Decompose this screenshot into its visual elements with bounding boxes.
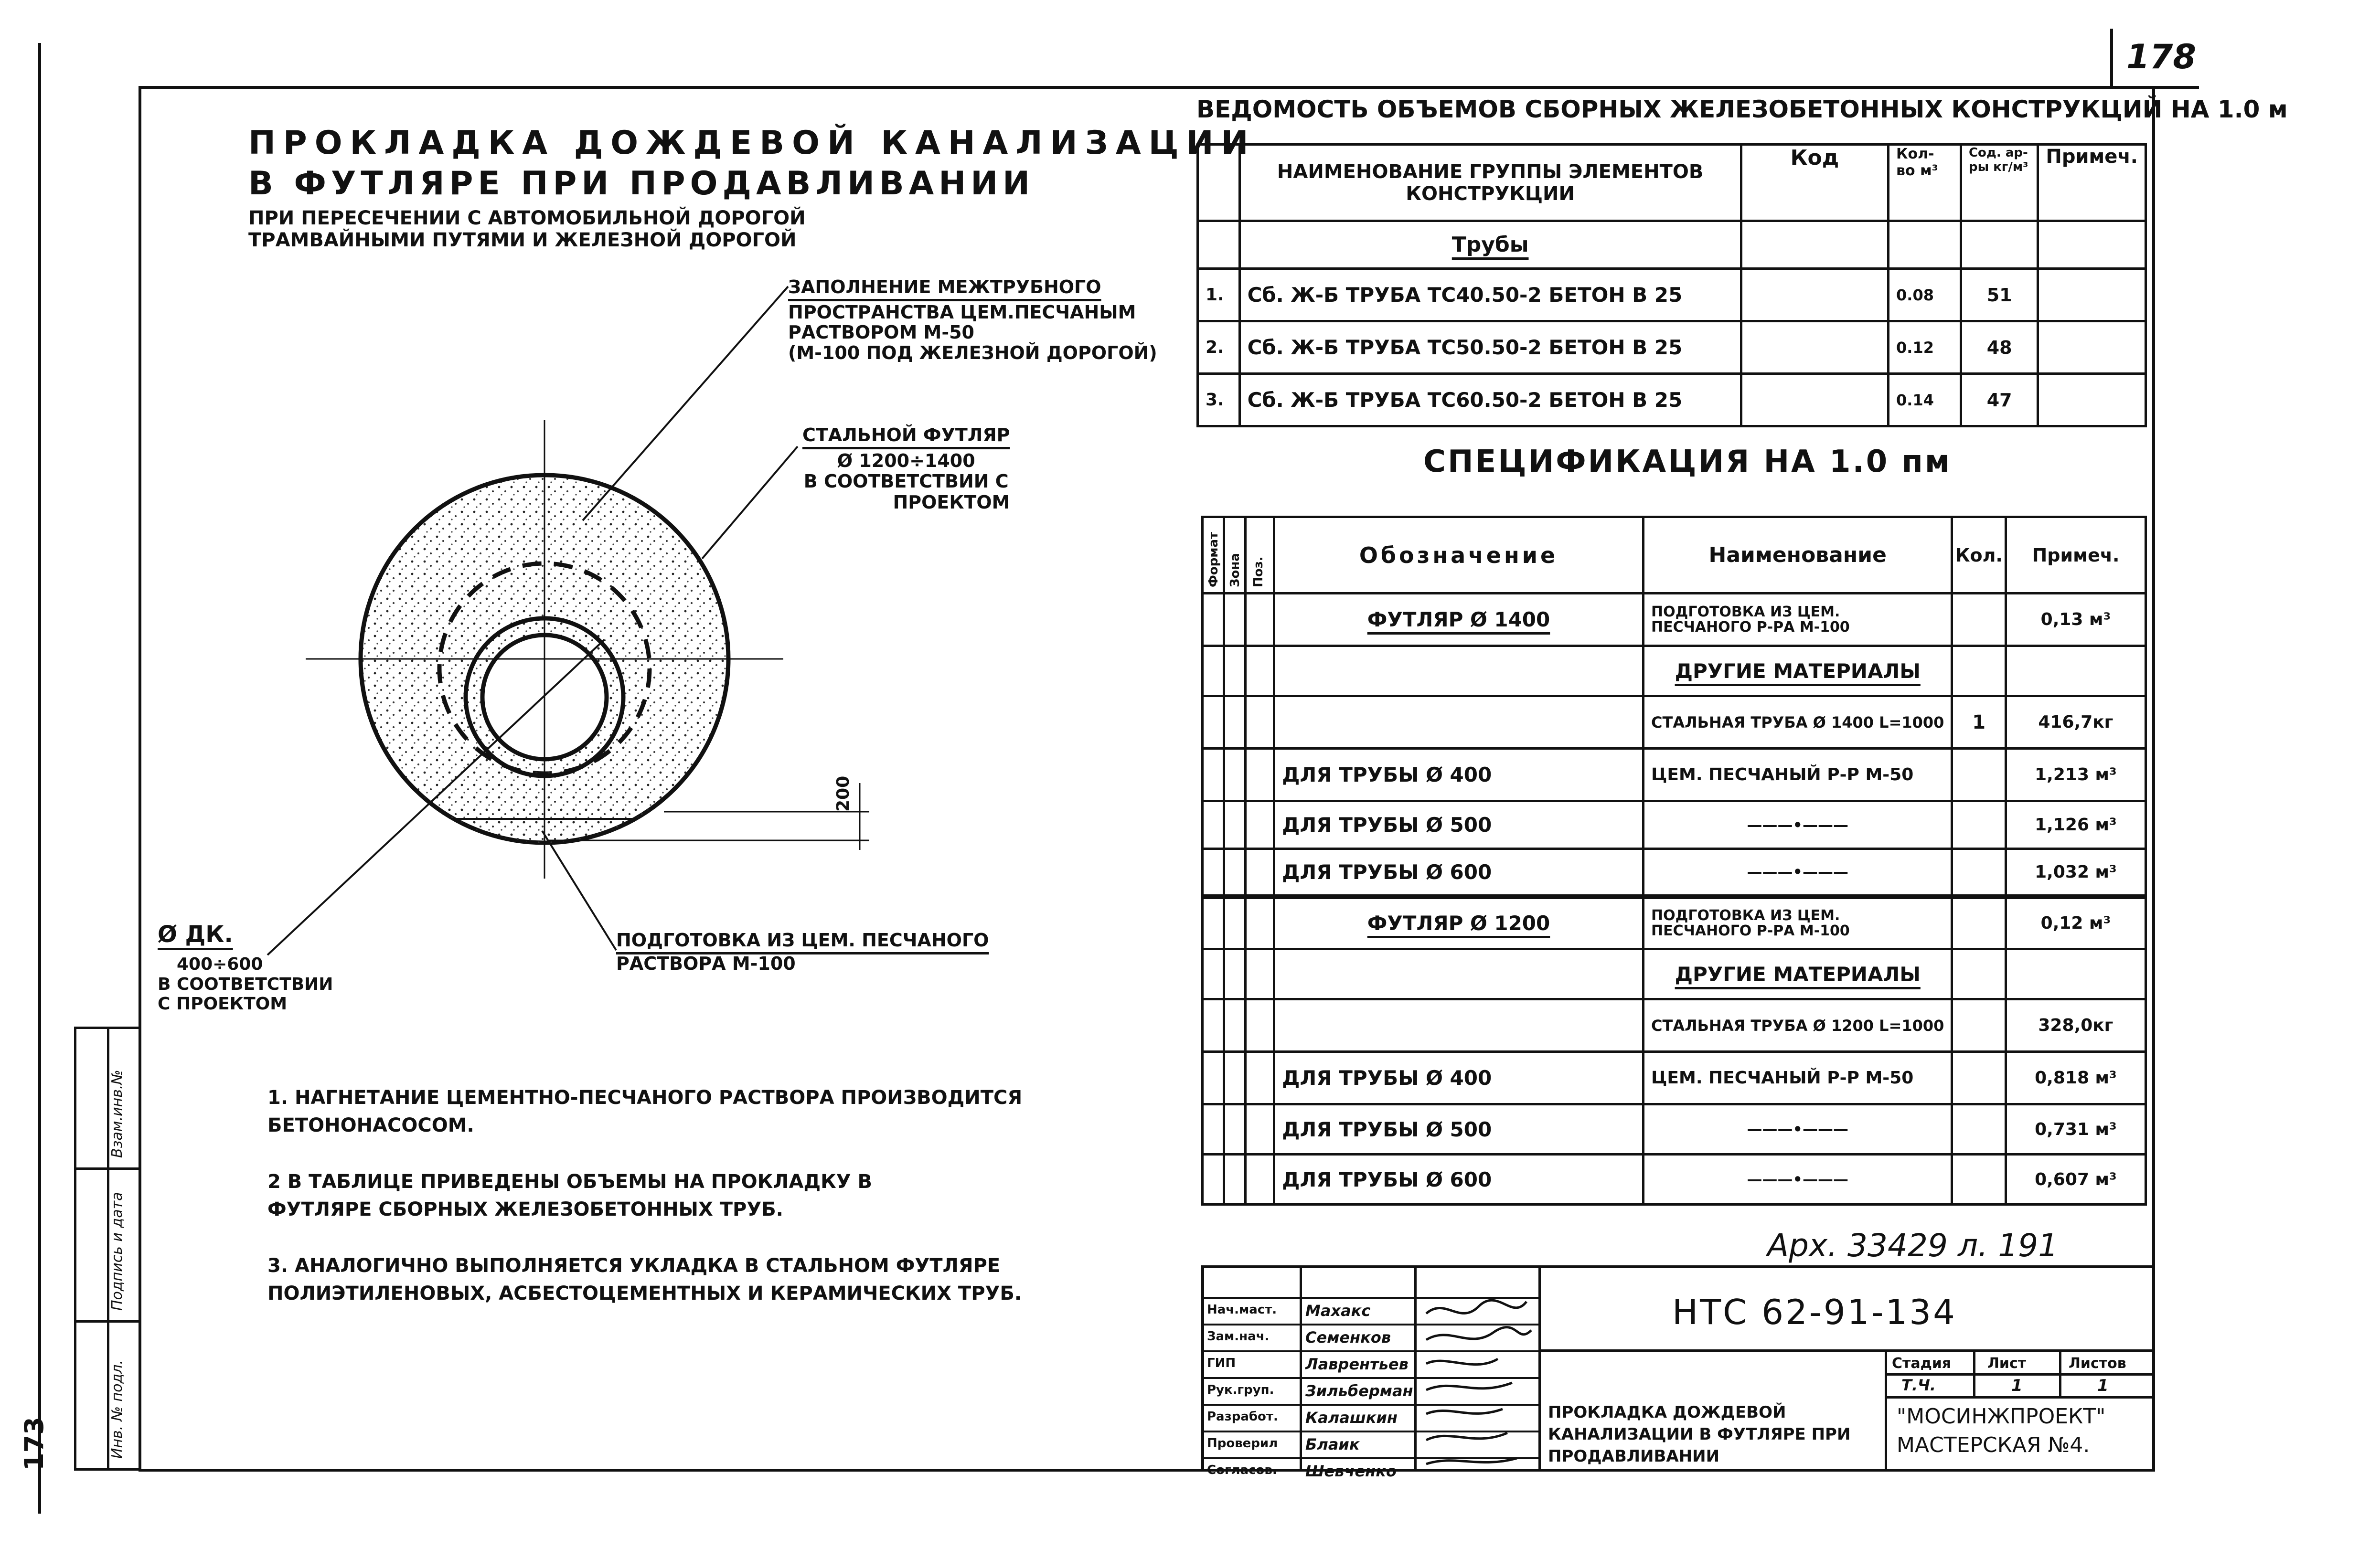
spec-row-note: 1,126 м³ bbox=[2006, 801, 2145, 849]
spec-row-name: СТАЛЬНАЯ ТРУБА Ø 1200 L=1000 bbox=[1644, 999, 1952, 1052]
spec-row-note: 0,12 м³ bbox=[2006, 897, 2145, 949]
spec-row-designation: ФУТЛЯР Ø 1400 bbox=[1367, 608, 1550, 631]
spec-row-designation: ДЛЯ ТРУБЫ Ø 600 bbox=[1274, 1155, 1644, 1205]
volume-row-name: Сб. Ж-Б ТРУБА ТС40.50-2 БЕТОН В 25 bbox=[1239, 269, 1741, 321]
spec-row-note: 0,13 м³ bbox=[2006, 594, 2145, 646]
steel-callout bbox=[802, 425, 1010, 513]
spec-row-name: ДРУГИЕ МАТЕРИАЛЫ bbox=[1675, 962, 1921, 986]
volume-header-qty: Кол-во м³ bbox=[1889, 145, 1961, 221]
volume-group-label: Трубы bbox=[1451, 233, 1529, 257]
sheet-label: Лист bbox=[1987, 1355, 2027, 1372]
spec-table bbox=[1201, 516, 2147, 1206]
volume-row-name: Сб. Ж-Б ТРУБА ТС60.50-2 БЕТОН В 25 bbox=[1239, 374, 1741, 426]
dk-callout-3: В СООТВЕТСТВИИ bbox=[158, 974, 333, 994]
side-stamp bbox=[74, 1027, 141, 1471]
role-name: Шевченко bbox=[1305, 1462, 1397, 1480]
spec-row-name: ———•——— bbox=[1644, 1104, 1952, 1155]
spec-row-designation: ДЛЯ ТРУБЫ Ø 400 bbox=[1274, 749, 1644, 801]
volume-row-qty: 0.12 bbox=[1889, 321, 1961, 374]
fill-callout-4: (М-100 ПОД ЖЕЛЕЗНОЙ ДОРОГОЙ) bbox=[788, 342, 1157, 363]
page-number: 178 bbox=[2126, 37, 2197, 76]
role-name: Зильберман bbox=[1305, 1382, 1413, 1400]
title-line-2: В ФУТЛЯРЕ ПРИ ПРОДАВЛИВАНИИ bbox=[248, 165, 1035, 202]
note-3b: ПОЛИЭТИЛЕНОВЫХ, АСБЕСТОЦЕМЕНТНЫХ И КЕРАМИЧЕСКИХ ТРУБ. bbox=[267, 1283, 1022, 1304]
note-2b: ФУТЛЯРЕ СБОРНЫХ ЖЕЛЕЗОБЕТОННЫХ ТРУБ. bbox=[267, 1198, 783, 1220]
base-callout-1: ПОДГОТОВКА ИЗ ЦЕМ. ПЕСЧАНОГО bbox=[616, 930, 989, 951]
left-margin-line bbox=[38, 43, 41, 1514]
page-number-box bbox=[2110, 29, 2199, 89]
spec-header-pos: Поз. bbox=[1246, 517, 1274, 594]
volume-table-title: ВЕДОМОСТЬ ОБЪЕМОВ СБОРНЫХ ЖЕЛЕЗОБЕТОННЫХ КОНСТРУКЦИЙ НА 1.0 м bbox=[1196, 95, 2288, 123]
dk-callout-4: С ПРОЕКТОМ bbox=[158, 994, 288, 1014]
side-stamp-replace: Взам.инв.№ bbox=[109, 1070, 126, 1158]
volume-row-steel: 47 bbox=[1961, 374, 2038, 426]
doc-code: НТС 62-91-134 bbox=[1672, 1292, 1957, 1332]
volume-row-qty: 0.08 bbox=[1889, 269, 1961, 321]
volume-row-steel: 48 bbox=[1961, 321, 2038, 374]
role-name: Махакс bbox=[1305, 1302, 1371, 1320]
volume-row-number: 2. bbox=[1198, 321, 1240, 374]
spec-header-note: Примеч. bbox=[2006, 517, 2145, 594]
spec-row-name: ———•——— bbox=[1644, 1155, 1952, 1205]
archive-number: Арх. 33429 л. 191 bbox=[1767, 1227, 2059, 1264]
spec-row-name: СТАЛЬНАЯ ТРУБА Ø 1400 L=1000 bbox=[1644, 696, 1952, 749]
volume-row-number: 3. bbox=[1198, 374, 1240, 426]
spec-row-name: ЦЕМ. ПЕСЧАНЫЙ Р-Р М-50 bbox=[1644, 749, 1952, 801]
dk-callout-2: 400÷600 bbox=[177, 954, 263, 975]
role-label: Зам.нач. bbox=[1207, 1329, 1270, 1344]
volume-header-name: НАИМЕНОВАНИЕ ГРУППЫ ЭЛЕМЕНТОВ КОНСТРУКЦИИ bbox=[1239, 145, 1741, 221]
fill-callout-3: РАСТВОРОМ М-50 bbox=[788, 322, 975, 343]
base-callout bbox=[616, 929, 989, 976]
side-stamp-inv: Инв. № подл. bbox=[109, 1360, 126, 1459]
dk-callout bbox=[158, 922, 333, 1014]
role-label: Согласов. bbox=[1207, 1463, 1277, 1477]
spec-row-qty bbox=[1952, 897, 2006, 949]
spec-row-note: 1,032 м³ bbox=[2006, 849, 2145, 897]
role-label: Разработ. bbox=[1207, 1410, 1278, 1424]
sheets-value: 1 bbox=[2097, 1376, 2109, 1395]
title-block bbox=[1201, 1265, 2152, 1480]
note-1b: БЕТОНОНАСОСОМ. bbox=[267, 1114, 474, 1136]
spec-row-note: 328,0кг bbox=[2006, 999, 2145, 1052]
spec-row-qty: 1 bbox=[1952, 696, 2006, 749]
spec-row-name: ПОДГОТОВКА ИЗ ЦЕМ. ПЕСЧАНОГО Р-РА М-100 bbox=[1644, 594, 1952, 646]
steel-callout-1: СТАЛЬНОЙ ФУТЛЯР bbox=[802, 424, 1010, 445]
spec-row-designation: ДЛЯ ТРУБЫ Ø 400 bbox=[1274, 1052, 1644, 1104]
volume-table bbox=[1196, 143, 2147, 427]
organization-2: МАСТЕРСКАЯ №4. bbox=[1897, 1433, 2090, 1457]
spec-row-name: ПОДГОТОВКА ИЗ ЦЕМ. ПЕСЧАНОГО Р-РА М-100 bbox=[1644, 897, 1952, 949]
spec-row-designation: ДЛЯ ТРУБЫ Ø 500 bbox=[1274, 801, 1644, 849]
volume-row-qty: 0.14 bbox=[1889, 374, 1961, 426]
spec-row-note: 416,7кг bbox=[2006, 696, 2145, 749]
dk-callout-1: Ø ДК. bbox=[158, 921, 233, 948]
side-stamp-sign: Подпись и дата bbox=[109, 1192, 126, 1311]
spec-header-format: Формат bbox=[1203, 517, 1224, 594]
notes bbox=[267, 1084, 1022, 1307]
title-line-1: ПРОКЛАДКА ДОЖДЕВОЙ КАНАЛИЗАЦИИ bbox=[248, 124, 1256, 162]
title-line-4: ТРАМВАЙНЫМИ ПУТЯМИ И ЖЕЛЕЗНОЙ ДОРОГОЙ bbox=[248, 229, 797, 251]
stage-label: Стадия bbox=[1892, 1355, 1952, 1372]
spec-row-note: 0,731 м³ bbox=[2006, 1104, 2145, 1155]
volume-header-steel: Сод. ар-ры кг/м³ bbox=[1961, 145, 2038, 221]
fill-callout-2: ПРОСТРАНСТВА ЦЕМ.ПЕСЧАНЫМ bbox=[788, 301, 1136, 323]
spec-row-note: 0,818 м³ bbox=[2006, 1052, 2145, 1104]
spec-row-qty bbox=[1952, 594, 2006, 646]
role-name: Блаик bbox=[1305, 1435, 1360, 1453]
volume-row-name: Сб. Ж-Б ТРУБА ТС50.50-2 БЕТОН В 25 bbox=[1239, 321, 1741, 374]
volume-row-steel: 51 bbox=[1961, 269, 2038, 321]
spec-header-designation: Обозначение bbox=[1274, 517, 1644, 594]
spec-row-note: 0,607 м³ bbox=[2006, 1155, 2145, 1205]
sheet-value: 1 bbox=[2011, 1376, 2023, 1395]
side-number: 173 bbox=[19, 1417, 49, 1471]
spec-row-note: 1,213 м³ bbox=[2006, 749, 2145, 801]
spec-row-designation: ФУТЛЯР Ø 1200 bbox=[1367, 912, 1550, 935]
spec-header-name: Наименование bbox=[1644, 517, 1952, 594]
role-label: Проверил bbox=[1207, 1436, 1278, 1451]
role-label: ГИП bbox=[1207, 1356, 1236, 1370]
steel-callout-4: ПРОЕКТОМ bbox=[893, 492, 1010, 513]
role-name: Калашкин bbox=[1305, 1409, 1398, 1427]
role-label: Нач.маст. bbox=[1207, 1303, 1277, 1317]
signatures bbox=[1417, 1268, 1541, 1469]
drawing-title bbox=[248, 124, 1256, 251]
note-1a: 1. НАГНЕТАНИЕ ЦЕМЕНТНО-ПЕСЧАНОГО РАСТВОРА ПРОИЗВОДИТСЯ bbox=[267, 1087, 1023, 1109]
volume-row-number: 1. bbox=[1198, 269, 1240, 321]
sheets-label: Листов bbox=[2069, 1355, 2126, 1372]
steel-callout-3: В СООТВЕТСТВИИ С bbox=[803, 471, 1009, 492]
steel-callout-2: Ø 1200÷1400 bbox=[837, 450, 975, 471]
spec-row-name: ЦЕМ. ПЕСЧАНЫЙ Р-Р М-50 bbox=[1644, 1052, 1952, 1104]
dimension-200: 200 bbox=[833, 775, 853, 812]
note-2a: 2 В ТАБЛИЦЕ ПРИВЕДЕНЫ ОБЪЕМЫ НА ПРОКЛАДКУ В bbox=[267, 1171, 873, 1193]
spec-row-name: ДРУГИЕ МАТЕРИАЛЫ bbox=[1675, 659, 1921, 683]
base-callout-2: РАСТВОРА М-100 bbox=[616, 953, 796, 975]
fill-callout-1: ЗАПОЛНЕНИЕ МЕЖТРУБНОГО bbox=[788, 276, 1101, 297]
stage-value: Т.Ч. bbox=[1901, 1376, 1936, 1394]
role-name: Лаврентьев bbox=[1305, 1355, 1409, 1373]
spec-header-qty: Кол. bbox=[1952, 517, 2006, 594]
volume-header-note: Примеч. bbox=[2038, 145, 2146, 221]
spec-row-designation: ДЛЯ ТРУБЫ Ø 600 bbox=[1274, 849, 1644, 897]
role-name: Семенков bbox=[1305, 1328, 1391, 1347]
fill-callout bbox=[788, 277, 1157, 363]
volume-header-code: Код bbox=[1741, 145, 1888, 221]
spec-row-name: ———•——— bbox=[1644, 849, 1952, 897]
spec-row-name: ———•——— bbox=[1644, 801, 1952, 849]
organization-1: "МОСИНЖПРОЕКТ" bbox=[1897, 1404, 2106, 1429]
spec-row-qty bbox=[1952, 999, 2006, 1052]
role-label: Рук.груп. bbox=[1207, 1383, 1274, 1397]
spec-row-designation: ДЛЯ ТРУБЫ Ø 500 bbox=[1274, 1104, 1644, 1155]
drawing-description: ПРОКЛАДКА ДОЖДЕВОЙ КАНАЛИЗАЦИИ В ФУТЛЯРЕ ПРИ ПРОДАВЛИВАНИИ bbox=[1548, 1403, 1851, 1466]
spec-table-title: СПЕЦИФИКАЦИЯ НА 1.0 пм bbox=[1423, 444, 1952, 479]
spec-header-zone: Зона bbox=[1224, 517, 1246, 594]
title-line-3: ПРИ ПЕРЕСЕЧЕНИИ С АВТОМОБИЛЬНОЙ ДОРОГОЙ bbox=[248, 207, 806, 229]
note-3a: 3. АНАЛОГИЧНО ВЫПОЛНЯЕТСЯ УКЛАДКА В СТАЛЬНОМ ФУТЛЯРЕ bbox=[267, 1255, 1001, 1277]
